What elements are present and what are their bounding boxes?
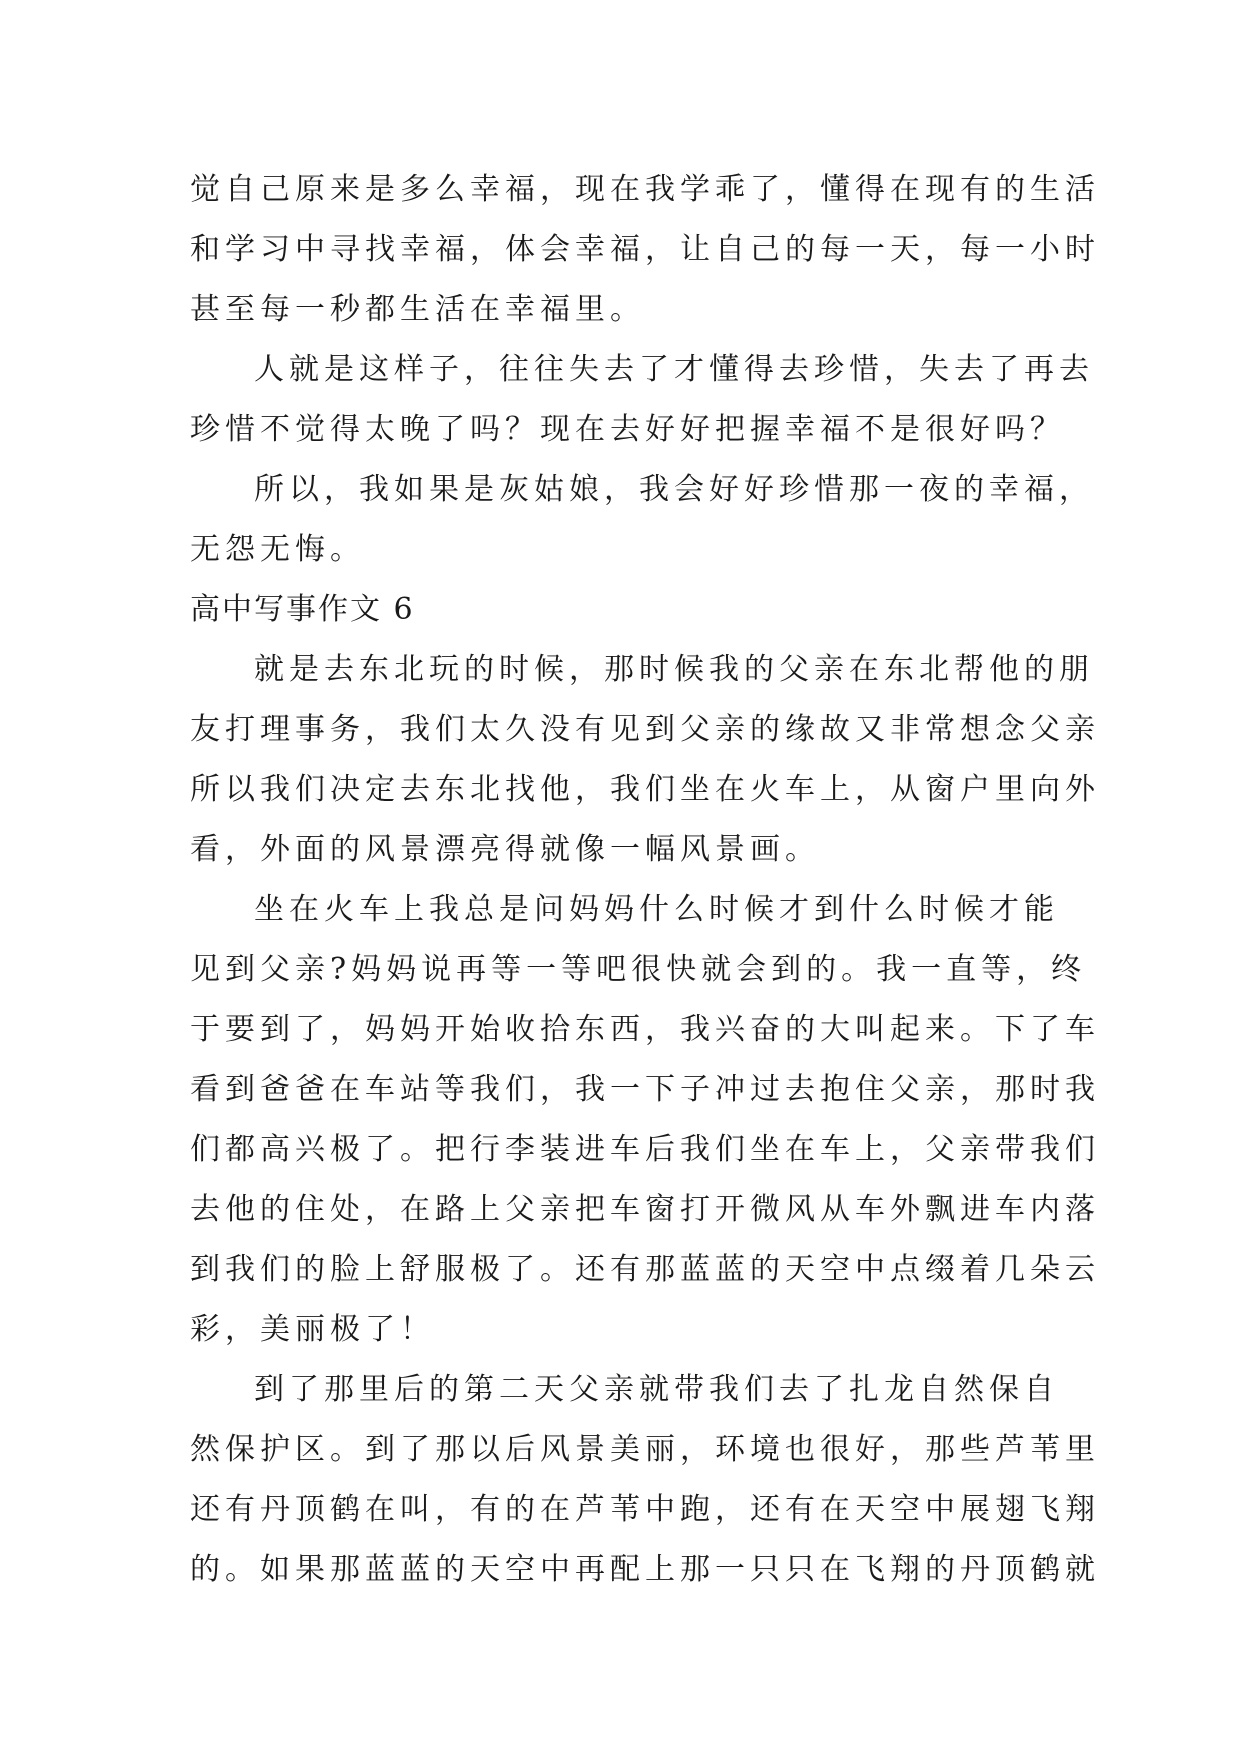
paragraph <box>190 880 1100 1360</box>
section-heading <box>190 580 1050 640</box>
paragraph-line: 看到爸爸在车站等我们，我一下子冲过去抱住父亲，那时我 <box>190 1072 1100 1107</box>
paragraph-line: 然保护区。到了那以后风景美丽，环境也很好，那些芦苇里 <box>190 1432 1100 1467</box>
paragraph-line: 到了那里后的第二天父亲就带我们去了扎龙自然保自 <box>254 1372 1059 1407</box>
paragraph-line: 的。如果那蓝蓝的天空中再配上那一只只在飞翔的丹顶鹤就 <box>190 1552 1100 1587</box>
paragraph-line: 到我们的脸上舒服极了。还有那蓝蓝的天空中点缀着几朵云 <box>190 1252 1100 1287</box>
paragraph-line: 觉自己原来是多么幸福，现在我学乖了，懂得在现有的生活 <box>190 172 1100 207</box>
paragraph <box>190 1360 1100 1600</box>
paragraph <box>190 640 1100 880</box>
paragraph-line: 看，外面的风景漂亮得就像一幅风景画。 <box>190 832 820 867</box>
document-body <box>190 160 1100 1600</box>
paragraph-line: 们都高兴极了。把行李装进车后我们坐在车上，父亲带我们 <box>190 1132 1100 1167</box>
paragraph-line: 和学习中寻找幸福，体会幸福，让自己的每一天，每一小时 <box>190 232 1100 267</box>
paragraph-line: 甚至每一秒都生活在幸福里。 <box>190 292 645 327</box>
paragraph-line: 无怨无悔。 <box>190 532 365 567</box>
paragraph-line: 坐在火车上我总是问妈妈什么时候才到什么时候才能 <box>254 892 1059 927</box>
paragraph-line: 彩，美丽极了！ <box>190 1312 435 1347</box>
paragraph-line: 所以，我如果是灰姑娘，我会好好珍惜那一夜的幸福， <box>254 472 1094 507</box>
paragraph-line: 珍惜不觉得太晚了吗？现在去好好把握幸福不是很好吗？ <box>190 412 1065 447</box>
paragraph-line: 还有丹顶鹤在叫，有的在芦苇中跑，还有在天空中展翅飞翔 <box>190 1492 1100 1527</box>
paragraph <box>190 460 1094 580</box>
paragraph-line: 友打理事务，我们太久没有见到父亲的缘故又非常想念父亲 <box>190 712 1100 747</box>
paragraph-line: 人就是这样子，往往失去了才懂得去珍惜，失去了再去 <box>254 352 1094 387</box>
paragraph-line: 见到父亲?妈妈说再等一等吧很快就会到的。我一直等，终 <box>190 952 1087 987</box>
heading-text: 高中写事作文 6 <box>190 592 415 627</box>
paragraph-line: 于要到了，妈妈开始收拾东西，我兴奋的大叫起来。下了车 <box>190 1012 1100 1047</box>
paragraph <box>190 160 1100 340</box>
paragraph-line: 去他的住处，在路上父亲把车窗打开微风从车外飘进车内落 <box>190 1192 1100 1227</box>
paragraph-line: 就是去东北玩的时候，那时候我的父亲在东北帮他的朋 <box>254 652 1094 687</box>
paragraph-line: 所以我们决定去东北找他，我们坐在火车上，从窗户里向外 <box>190 772 1100 807</box>
paragraph <box>190 340 1094 460</box>
